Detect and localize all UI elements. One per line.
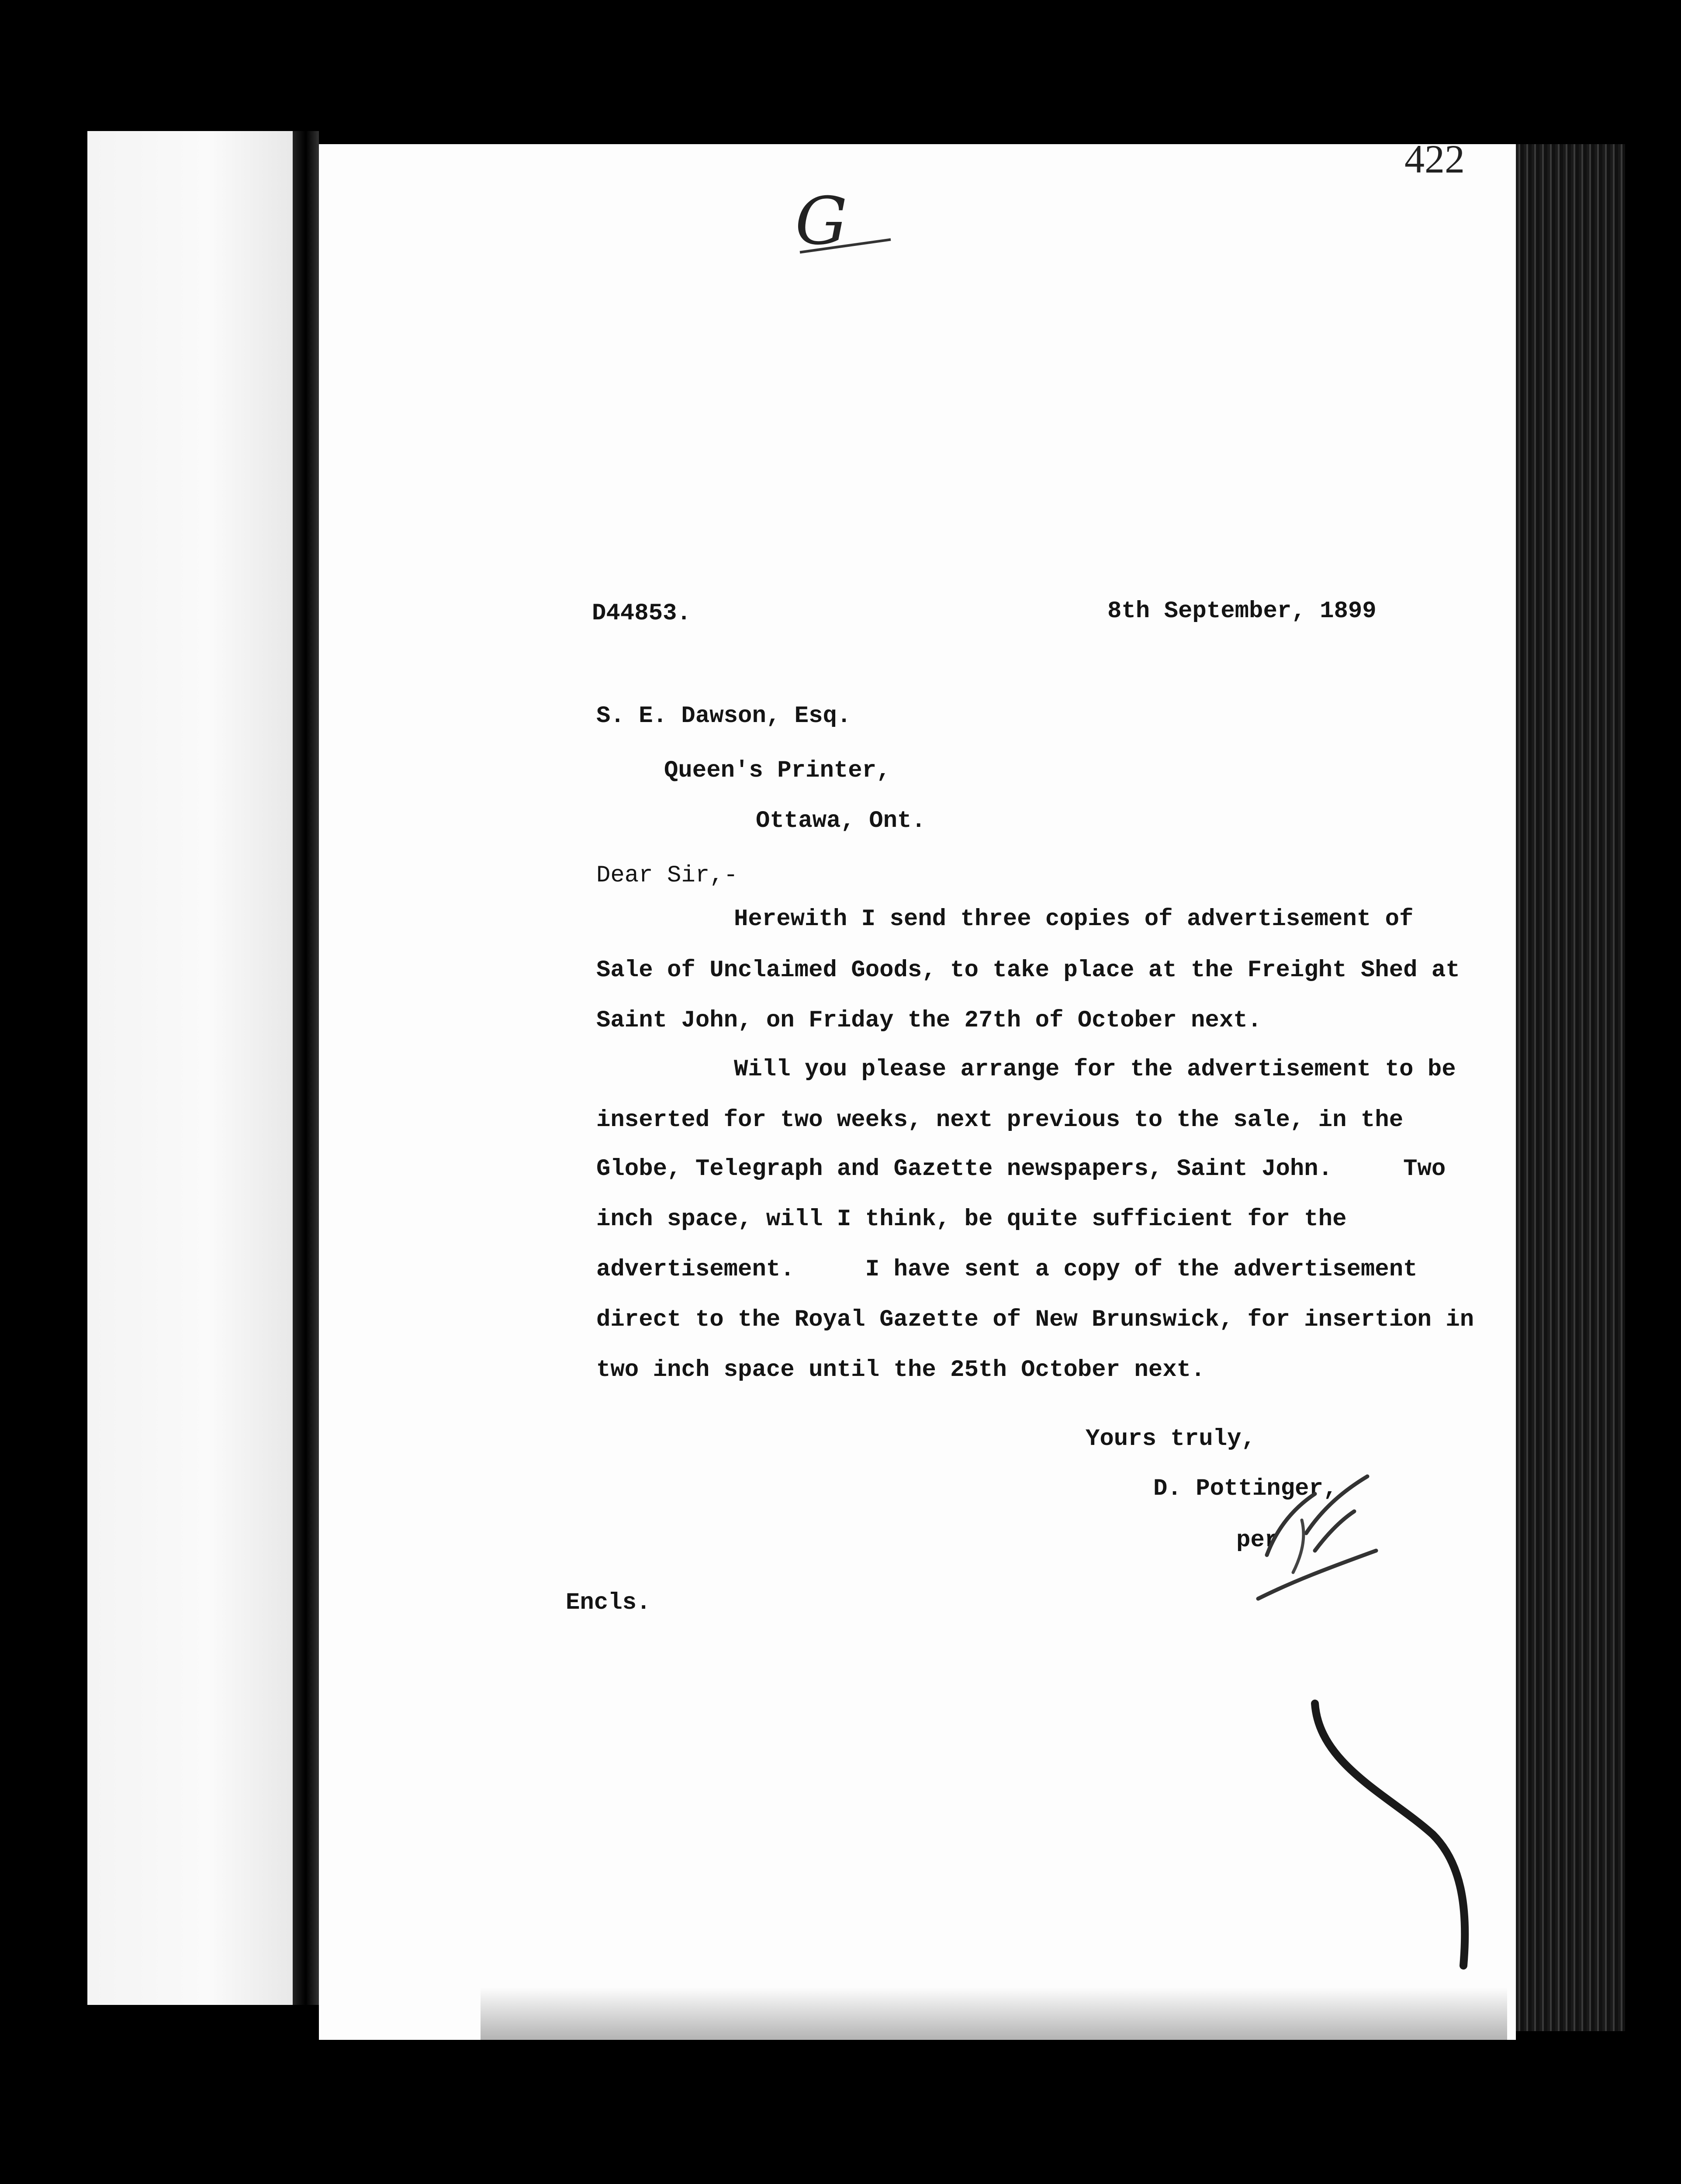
salutation: Dear Sir,- — [596, 862, 738, 889]
body-line: Will you please arrange for the advertisement to be — [734, 1056, 1456, 1083]
body-line: two inch space until the 25th October next. — [596, 1357, 1205, 1383]
letter-date: 8th September, 1899 — [1107, 598, 1377, 625]
body-line: Saint John, on Friday the 27th of October next. — [596, 1007, 1262, 1034]
handwritten-signature — [1241, 1468, 1385, 1607]
body-line: Herewith I send three copies of advertisement of — [734, 906, 1414, 933]
enclosure-note: Encls. — [566, 1590, 651, 1616]
recipient-title: Queen's Printer, — [664, 757, 891, 784]
left-page — [87, 131, 293, 2005]
body-line: direct to the Royal Gazette of New Brunswick, for insertion in — [596, 1306, 1474, 1333]
page-edges — [1516, 144, 1625, 2031]
body-line: advertisement. I have sent a copy of the advertisement — [596, 1256, 1418, 1283]
book-gutter — [293, 131, 319, 2005]
page-shadow — [481, 1987, 1507, 2040]
letter-reference: D44853. — [592, 600, 691, 627]
closing: Yours truly, — [1086, 1426, 1256, 1452]
per-label: per — [1236, 1527, 1279, 1554]
signer-name: D. Pottinger, — [1153, 1476, 1338, 1502]
body-line: inch space, will I think, be quite sufficient for the — [596, 1206, 1347, 1233]
recipient-city: Ottawa, Ont. — [756, 808, 926, 834]
body-line: Globe, Telegraph and Gazette newspapers, Saint John. Two — [596, 1156, 1446, 1182]
body-line: Sale of Unclaimed Goods, to take place at the Freight Shed at — [596, 957, 1460, 984]
pen-stroke-mark — [1302, 1695, 1485, 1974]
recipient-name: S. E. Dawson, Esq. — [596, 703, 851, 729]
section-mark: G — [795, 183, 847, 259]
body-line: inserted for two weeks, next previous to the sale, in the — [596, 1107, 1404, 1133]
page-number: 422 — [1404, 137, 1465, 181]
